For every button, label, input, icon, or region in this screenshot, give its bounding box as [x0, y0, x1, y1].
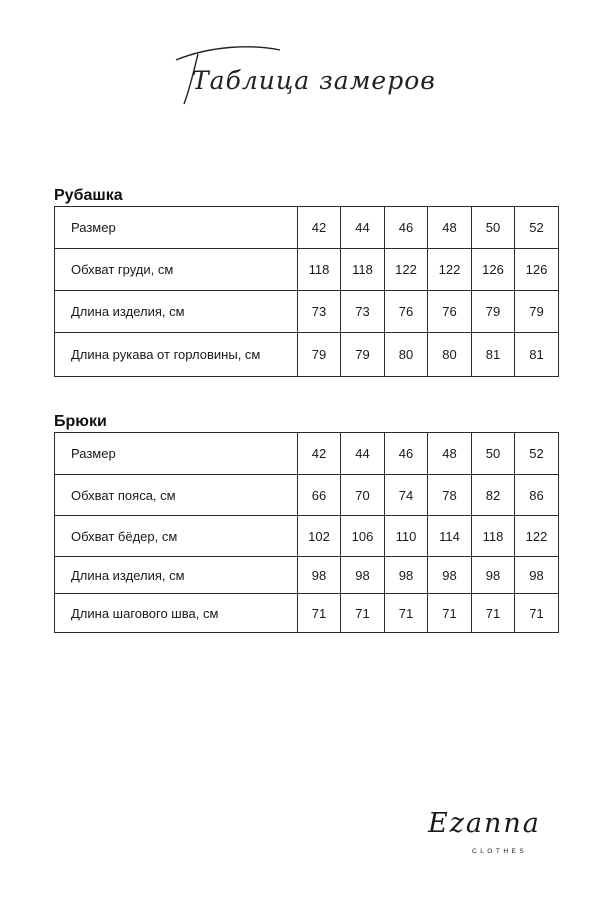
brand-name: Ezanna	[428, 808, 541, 839]
table-cell: 71	[298, 594, 341, 633]
table-cell: 98	[472, 557, 515, 594]
table-cell: 98	[428, 557, 472, 594]
table-cell: 73	[341, 291, 385, 333]
row-label: Размер	[55, 433, 298, 475]
table-cell: 50	[472, 207, 515, 249]
table-cell: 98	[298, 557, 341, 594]
table-cell: 71	[515, 594, 559, 633]
table-cell: 76	[385, 291, 428, 333]
page-title	[170, 40, 440, 110]
table-cell: 44	[341, 433, 385, 475]
table-cell: 126	[472, 249, 515, 291]
table-cell: 66	[298, 475, 341, 516]
table-cell: 42	[298, 433, 341, 475]
table-cell: 126	[515, 249, 559, 291]
table-cell: 86	[515, 475, 559, 516]
trousers-heading: Брюки	[54, 413, 107, 430]
row-label: Длина изделия, см	[55, 557, 298, 594]
table-cell: 118	[341, 249, 385, 291]
table-cell: 80	[428, 333, 472, 377]
table-cell: 48	[428, 433, 472, 475]
table-cell: 79	[298, 333, 341, 377]
table-cell: 46	[385, 207, 428, 249]
table-cell: 71	[341, 594, 385, 633]
table-cell: 71	[385, 594, 428, 633]
table-cell: 118	[298, 249, 341, 291]
table-row	[55, 594, 559, 633]
table-row	[55, 207, 559, 249]
table-cell: 110	[385, 516, 428, 557]
row-label: Обхват бёдер, см	[55, 516, 298, 557]
table-cell: 98	[341, 557, 385, 594]
table-cell: 76	[428, 291, 472, 333]
table-cell: 106	[341, 516, 385, 557]
table-cell: 114	[428, 516, 472, 557]
table-cell: 122	[385, 249, 428, 291]
row-label: Размер	[55, 207, 298, 249]
table-cell: 78	[428, 475, 472, 516]
table-cell: 80	[385, 333, 428, 377]
table-cell: 44	[341, 207, 385, 249]
table-row	[55, 557, 559, 594]
table-cell: 79	[472, 291, 515, 333]
brand-tagline: CLOTHES	[472, 848, 528, 855]
table-cell: 122	[428, 249, 472, 291]
table-cell: 81	[515, 333, 559, 377]
table-row	[55, 249, 559, 291]
shirt-heading: Рубашка	[54, 187, 123, 204]
table-cell: 71	[428, 594, 472, 633]
brand-logo	[410, 808, 570, 873]
table-cell: 42	[298, 207, 341, 249]
table-cell: 70	[341, 475, 385, 516]
table-cell: 50	[472, 433, 515, 475]
table-cell: 98	[515, 557, 559, 594]
table-cell: 98	[385, 557, 428, 594]
table-row	[55, 475, 559, 516]
table-cell: 52	[515, 207, 559, 249]
table-row	[55, 516, 559, 557]
table-cell: 79	[515, 291, 559, 333]
table-cell: 52	[515, 433, 559, 475]
table-row	[55, 333, 559, 377]
row-label: Длина шагового шва, см	[55, 594, 298, 633]
table-cell: 48	[428, 207, 472, 249]
table-row	[55, 433, 559, 475]
table-cell: 82	[472, 475, 515, 516]
table-cell: 71	[472, 594, 515, 633]
row-label: Длина рукава от горловины, см	[55, 333, 298, 377]
table-cell: 81	[472, 333, 515, 377]
row-label: Обхват груди, см	[55, 249, 298, 291]
trousers-size-table	[54, 432, 559, 633]
table-cell: 74	[385, 475, 428, 516]
table-cell: 122	[515, 516, 559, 557]
shirt-size-table	[54, 206, 559, 377]
table-cell: 102	[298, 516, 341, 557]
table-cell: 79	[341, 333, 385, 377]
row-label: Обхват пояса, см	[55, 475, 298, 516]
table-cell: 73	[298, 291, 341, 333]
table-cell: 46	[385, 433, 428, 475]
title-text: Таблица замеров	[192, 66, 436, 95]
table-row	[55, 291, 559, 333]
row-label: Длина изделия, см	[55, 291, 298, 333]
table-cell: 118	[472, 516, 515, 557]
